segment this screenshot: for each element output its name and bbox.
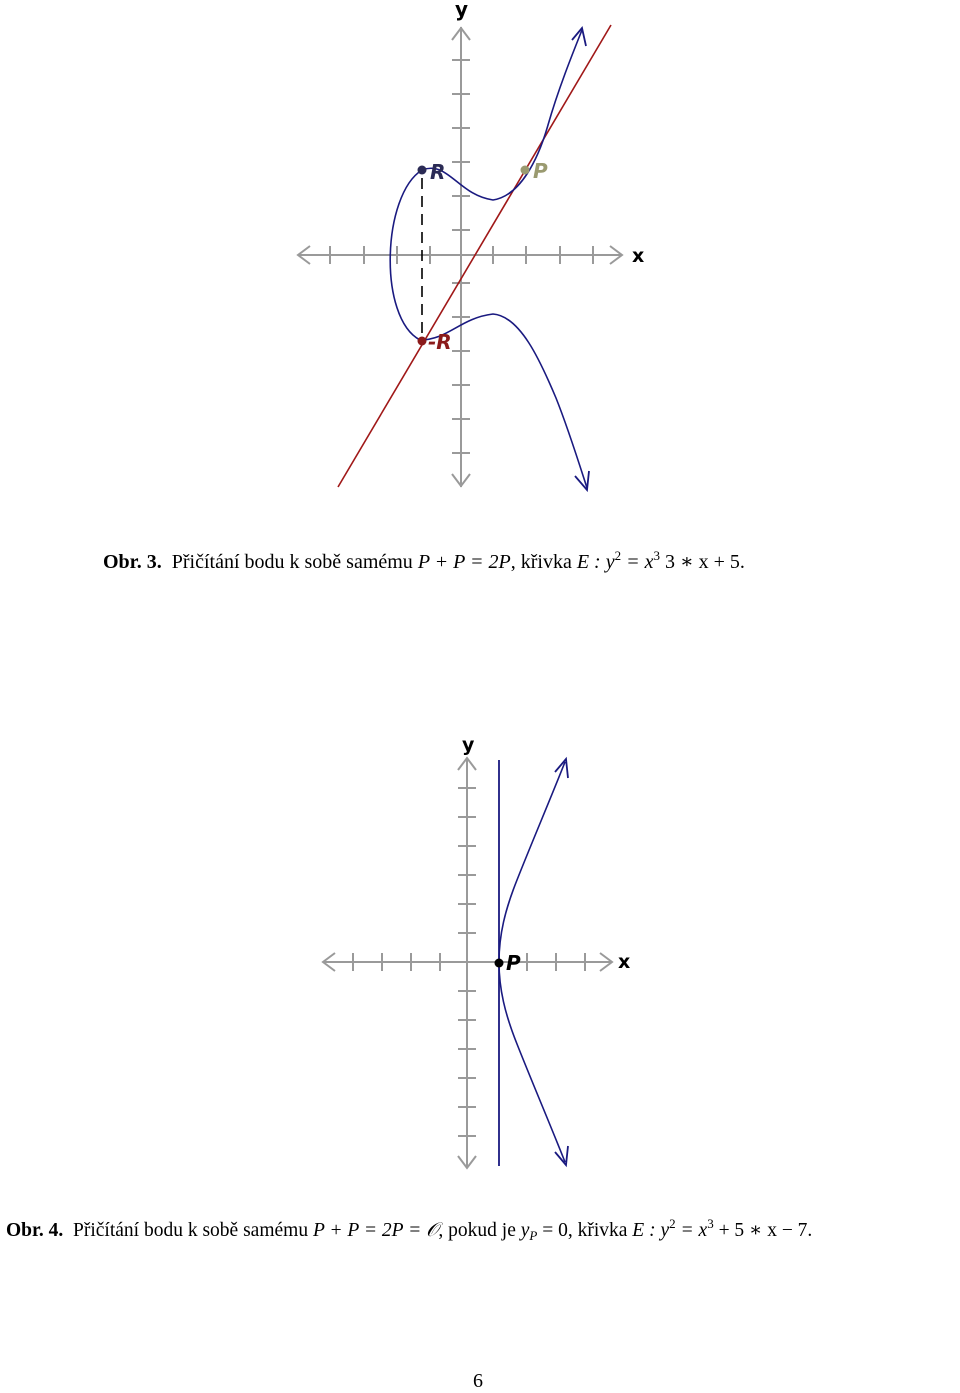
y-axis (452, 27, 470, 487)
point-minus-r-marker (418, 337, 427, 346)
caption-formula: P + P = 2P = 𝒪 (312, 1220, 439, 1241)
elliptic-curve-upper-branch (390, 30, 582, 340)
page-number: 6 (473, 1370, 483, 1392)
point-p-label: P (533, 159, 548, 183)
y-axis-label: y (462, 734, 475, 756)
elliptic-curve-lower-branch (499, 962, 565, 1162)
x-axis-label: x (632, 245, 645, 267)
point-p-label: P (506, 951, 521, 975)
elliptic-curve-upper-branch (499, 762, 565, 962)
figure-2-caption: Obr. 4. Přičítání bodu k sobě samému P + P = 2P = 𝒪, pokud je $y_P = 0$, křivka E : $y^2 = x^3 + 5$ ∗ x − 7. (6, 1216, 813, 1243)
point-p-marker (521, 166, 530, 175)
point-r-marker (418, 166, 427, 175)
x-axis-label: x (618, 951, 631, 973)
point-p-marker (495, 959, 504, 968)
point-r-label: R (430, 160, 446, 184)
caption-number: Obr. 3. (103, 551, 162, 573)
figure-2-vertical-tangent (0, 730, 960, 1180)
point-minus-r-label: -R (428, 330, 452, 354)
curve-arrow-bottom (555, 1146, 568, 1165)
caption-number: Obr. 4. (6, 1220, 64, 1241)
curve-arrow-top (555, 759, 568, 778)
y-axis-label: y (455, 0, 469, 21)
caption-formula: P + P = 2P (417, 551, 511, 573)
figure-1-caption: Obr. 3. Přičítání bodu k sobě samému P + P = 2P, křivka E : $y^2 = x^3$ 3 ∗ x + 5. (103, 548, 745, 573)
figure-1-elliptic-curve-doubling (0, 0, 960, 520)
